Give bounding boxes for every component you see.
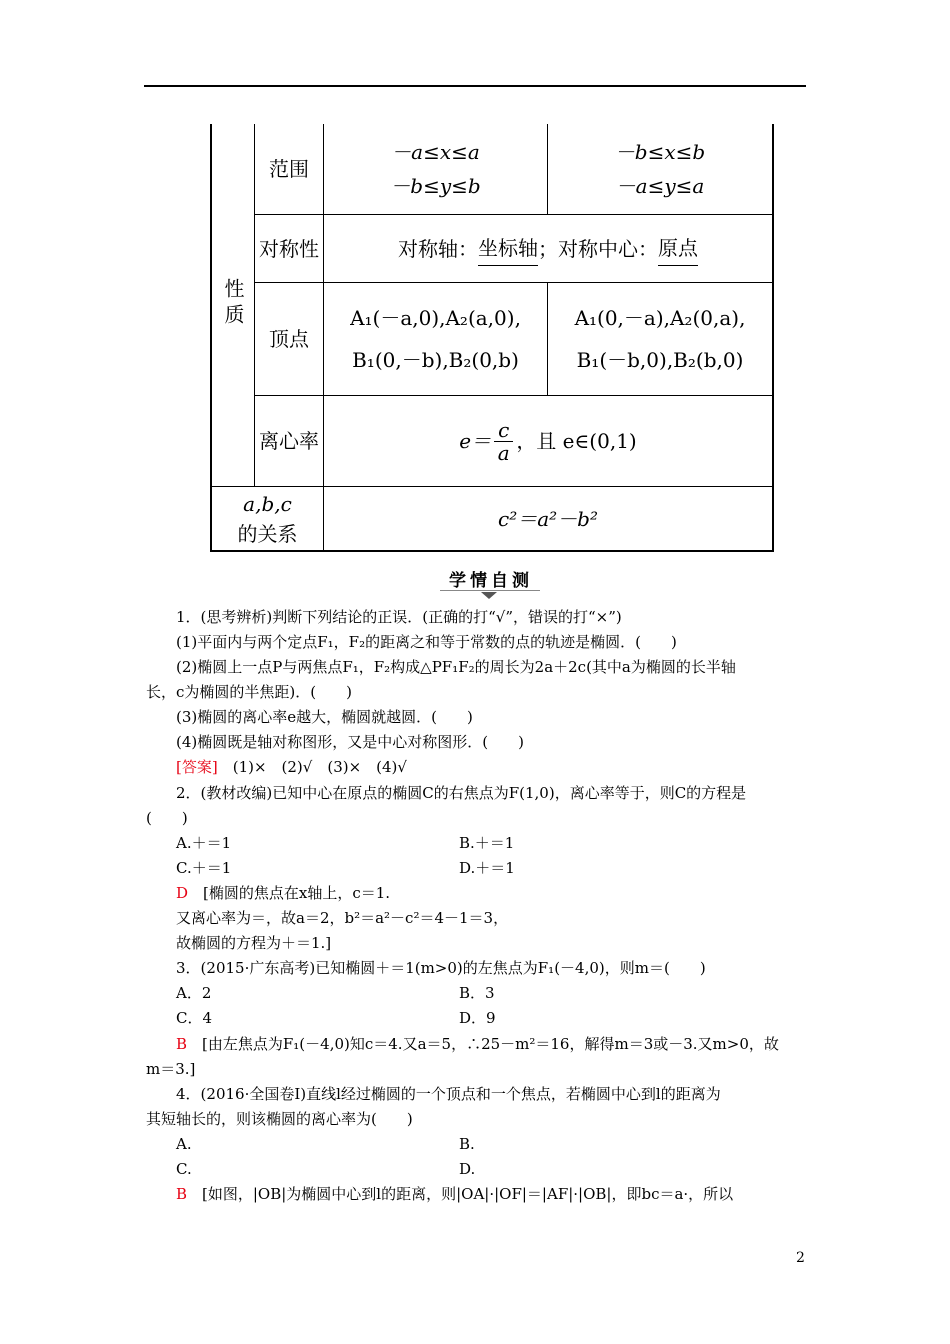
q4-stem-cont: 其短轴长的，则该椭圆的离心率为( ) bbox=[146, 1110, 413, 1128]
q3-option-a: A．2 bbox=[176, 984, 212, 1002]
range-label: 范围 bbox=[269, 157, 309, 181]
page-number: 2 bbox=[796, 1250, 805, 1266]
triangle-marker-icon bbox=[481, 592, 497, 599]
q2-option-a: A.＋＝1 bbox=[176, 834, 232, 852]
q4-option-b: B. bbox=[459, 1135, 475, 1153]
vertex-label: 顶点 bbox=[269, 327, 309, 351]
q2-solution-2: 又离心率为＝，故a＝2，b²＝a²－c²＝4－1＝3， bbox=[176, 909, 509, 927]
q1-answer: [答案] (1)× (2)√ (3)× (4)√ bbox=[176, 758, 407, 776]
q1-item-3: (3)椭圆的离心率e越大，椭圆就越圆．( ) bbox=[176, 708, 473, 726]
q3-solution-1: B [由左焦点为F₁(－4,0)知c＝4.又a＝5，∴25－m²＝16，解得m＝3或－3.又m>0，故 bbox=[176, 1035, 779, 1053]
q1-stem: 1．(思考辨析)判断下列结论的正误．(正确的打“√”，错误的打“×”) bbox=[176, 608, 622, 626]
symmetry-label: 对称性 bbox=[259, 236, 319, 261]
section-title: 学情自测 bbox=[449, 571, 533, 591]
q4-solution-1: B [如图，|OB|为椭圆中心到l的距离，则|OA|·|OF|＝|AF|·|OB|，即bc＝a·，所以 bbox=[176, 1185, 734, 1203]
q2-solution-1: D [椭圆的焦点在x轴上，c＝1. bbox=[176, 884, 391, 902]
range-left: －a≤x≤a －b≤y≤b bbox=[390, 140, 481, 198]
q2-solution-3: 故椭圆的方程为＋＝1.] bbox=[176, 934, 332, 952]
symmetry-value: 对称轴： 坐标轴 ；对称中心： 原点 bbox=[324, 215, 772, 282]
eccentricity-fraction: $\frac{c}{a}$ bbox=[494, 419, 513, 464]
q3-option-d: D．9 bbox=[459, 1009, 496, 1027]
q1-item-2: (2)椭圆上一点P与两焦点F₁，F₂构成△PF₁F₂的周长为2a＋2c(其中a为椭圆的长半轴 bbox=[176, 658, 736, 676]
vertex-left: A₁(－a,0),A₂(a,0), B₁(0,－b),B₂(0,b) bbox=[350, 306, 521, 372]
q2-stem-cont: ( ) bbox=[146, 809, 188, 827]
eccentricity-value: e＝ $\frac{c}{a}$ ，且 e∈(0,1) bbox=[459, 417, 637, 465]
q3-stem: 3．(2015·广东高考)已知椭圆＋＝1(m>0)的左焦点为F₁(－4,0)，则m＝( ) bbox=[176, 959, 706, 977]
range-right: －b≤x≤b －a≤y≤a bbox=[614, 140, 706, 198]
q3-option-c: C．4 bbox=[176, 1009, 213, 1027]
ellipse-properties-table bbox=[210, 124, 774, 552]
q4-stem: 4．(2016·全国卷Ⅰ)直线l经过椭圆的一个顶点和一个焦点，若椭圆中心到l的距离为 bbox=[176, 1085, 721, 1103]
q4-option-a: A. bbox=[176, 1135, 192, 1153]
q3-solution-2: m＝3.] bbox=[146, 1060, 196, 1078]
group-label: 性质 bbox=[221, 278, 245, 330]
q4-option-c: C. bbox=[176, 1160, 192, 1178]
q2-option-d: D.＋＝1 bbox=[459, 859, 515, 877]
eccentricity-label: 离心率 bbox=[259, 429, 319, 453]
q2-option-b: B.＋＝1 bbox=[459, 834, 515, 852]
q1-item-1: (1)平面内与两个定点F₁，F₂的距离之和等于常数的点的轨迹是椭圆．( ) bbox=[176, 633, 677, 651]
q4-option-d: D. bbox=[459, 1160, 476, 1178]
relation-label: a,b,c 的关系 bbox=[237, 491, 298, 546]
q2-stem: 2．(教材改编)已知中心在原点的椭圆C的右焦点为F(1,0)，离心率等于，则C的方程是 bbox=[176, 784, 747, 802]
q1-item-4: (4)椭圆既是轴对称图形，又是中心对称图形．( ) bbox=[176, 733, 524, 751]
vertex-right: A₁(0,－a),A₂(0,a), B₁(－b,0),B₂(b,0) bbox=[574, 306, 746, 372]
relation-formula: c²＝a²－b² bbox=[498, 506, 598, 531]
q2-option-c: C.＋＝1 bbox=[176, 859, 232, 877]
q3-option-b: B．3 bbox=[459, 984, 495, 1002]
q1-item-2-cont: 长，c为椭圆的半焦距)．( ) bbox=[146, 683, 352, 701]
header-rule bbox=[144, 85, 806, 87]
